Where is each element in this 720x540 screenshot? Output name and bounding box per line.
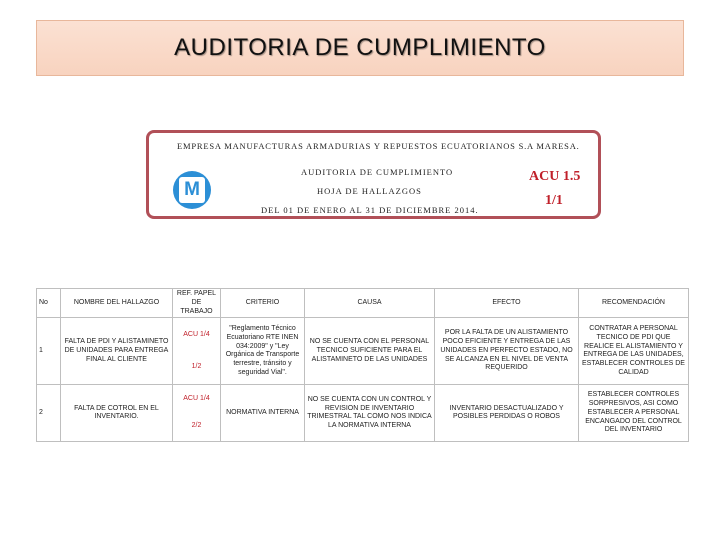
finding-number: 1 (37, 318, 61, 385)
company-logo-icon (173, 171, 211, 209)
finding-name: FALTA DE PDI Y ALISTAMINETO DE UNIDADES PARA ENTREGA FINAL AL CLIENTE (61, 318, 173, 385)
criteria-cell: "Reglamento Técnico Ecuatoriano RTE INEN 034:2009" y "Ley Orgánica de Transporte terrestre, tránsito y seguridad Vial". (221, 318, 305, 385)
ref-page-bottom: 1/2 (191, 362, 202, 370)
ref-code-top: ACU 1/4 (183, 330, 210, 338)
reference-code: ACU 1.5 (529, 169, 581, 184)
ref-code-top: ACU 1/4 (183, 395, 210, 403)
header-audit-type: AUDITORIA DE CUMPLIMIENTO (301, 167, 454, 177)
column-header: CAUSA (305, 289, 435, 318)
criteria-cell: NORMATIVA INTERNA (221, 385, 305, 442)
effect-cell: POR LA FALTA DE UN ALISTAMIENTO POCO EFICIENTE Y ENTREGA DE LAS UNIDADES EN PERFECTO ESTADO, NO SE ALCANZA EN EL NIVEL DE VENTA REQUERIDO (435, 318, 579, 385)
column-header: CRITERIO (221, 289, 305, 318)
findings-table (36, 288, 689, 442)
finding-name: FALTA DE COTROL EN EL INVENTARIO. (61, 385, 173, 442)
table-row (37, 318, 689, 385)
page-title: AUDITORIA DE CUMPLIMIENTO (174, 34, 546, 61)
recommendation-cell: ESTABLECER CONTROLES SORPRESIVOS, ASI COMO ESTABLECER A PERSONAL ENCANGADO DEL CONTROL DEL INVENTARIO (579, 385, 689, 442)
column-header: NOMBRE DEL HALLAZGO (61, 289, 173, 318)
logo-letter: M (179, 177, 205, 203)
cause-cell: NO SE CUENTA CON UN CONTROL Y REVISION DE INVENTARIO TRIMESTRAL TAL COMO NOS INDICA LA NORMATIVA INTERNA (305, 385, 435, 442)
recommendation-cell: CONTRATAR A PERSONAL TECNICO DE PDI QUE REALICE EL ALISTAMIENTO Y ENTREGA DE LAS UNIDADES, ESTABLECER CONTROLES DE CALIDAD (579, 318, 689, 385)
table-header-row (37, 289, 689, 318)
effect-cell: INVENTARIO DESACTUALIZADO Y POSIBLES PERDIDAS O ROBOS (435, 385, 579, 442)
title-banner (36, 20, 684, 76)
working-paper-ref (173, 385, 221, 442)
column-header: RECOMENDACIÓN (579, 289, 689, 318)
reference-page: 1/1 (545, 193, 563, 208)
working-paper-ref (173, 318, 221, 385)
header-period: DEL 01 DE ENERO AL 31 DE DICIEMBRE 2014. (261, 205, 479, 215)
column-header: EFECTO (435, 289, 579, 318)
document-header (146, 130, 601, 219)
column-header: No (37, 289, 61, 318)
finding-number: 2 (37, 385, 61, 442)
company-name: EMPRESA MANUFACTURAS ARMADURIAS Y REPUESTOS ECUATORIANOS S.A MARESA. (177, 141, 580, 151)
header-sheet-name: HOJA DE HALLAZGOS (317, 186, 422, 196)
table-row (37, 385, 689, 442)
column-header: REF. PAPEL DE TRABAJO (173, 289, 221, 318)
cause-cell: NO SE CUENTA CON EL PERSONAL TECNICO SUFICIENTE PARA EL ALISTAMINETO DE LAS UNIDADES (305, 318, 435, 385)
ref-page-bottom: 2/2 (191, 422, 202, 430)
